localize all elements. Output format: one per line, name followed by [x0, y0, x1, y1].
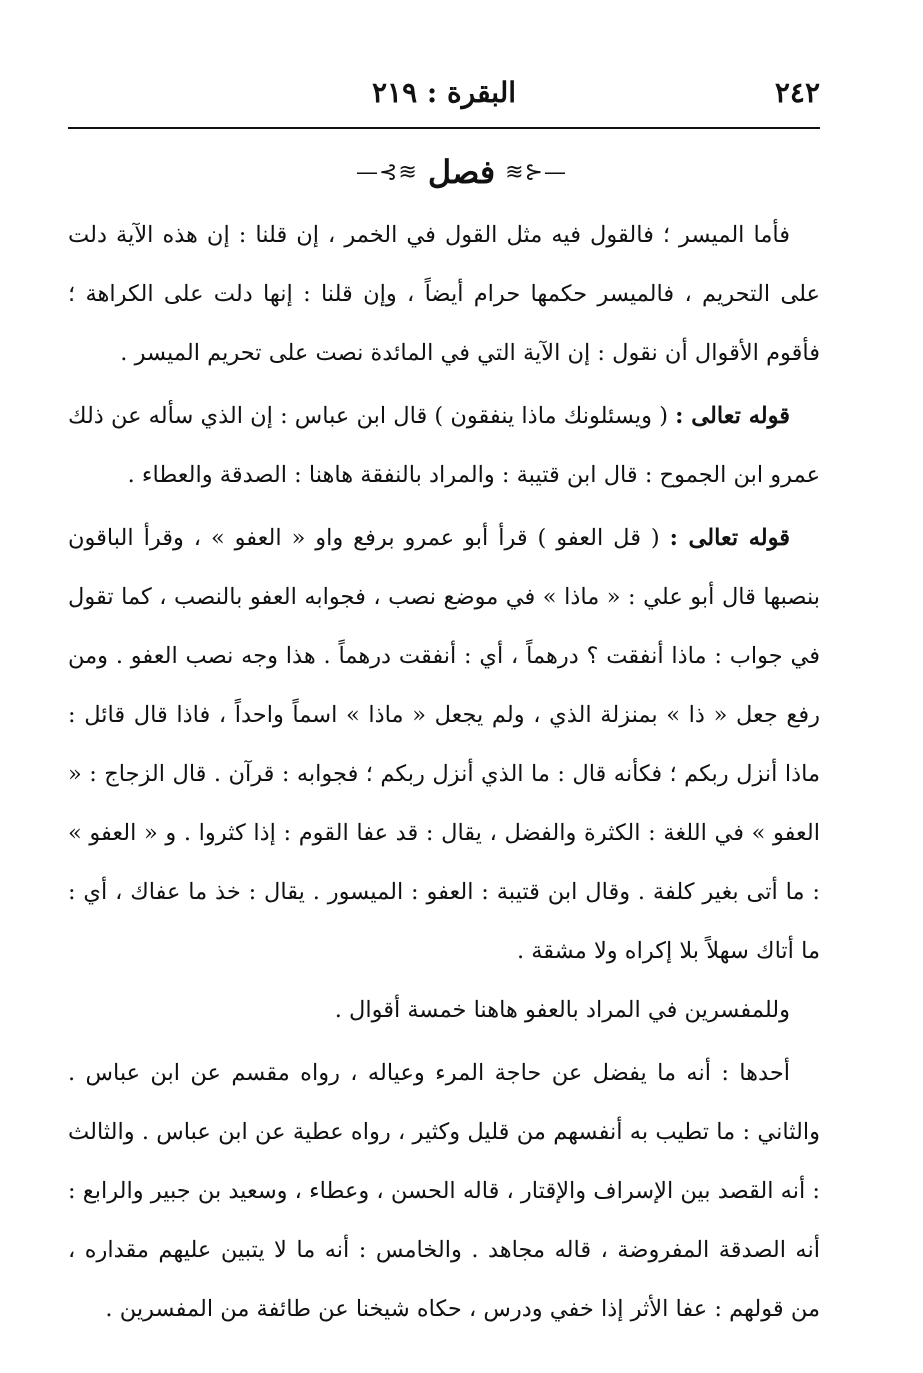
- paragraph-lead: قوله تعالى :: [669, 525, 790, 551]
- page-header: [68, 70, 820, 120]
- paragraph-text: أحدها : أنه ما يفضل عن حاجة المرء وعياله ، رواه مقسم عن ابن عباس . والثاني : ما تطيب به أنفسهم من قليل وكثير ، رواه عطية عن ابن عباس . والثالث : أنه القصد بين الإسراف والإقتار ، قاله الحسن ، وعطاء ، وسعيد بن جبير والرابع : أنه الصدقة المفروضة ، قاله مجاهد . والخامس : أنه ما لا يتبين عليهم مقداره ، من قولهم : عفا الأثر إذا خفي ودرس ، حكاه شيخنا عن طائفة من المفسرين .: [68, 1060, 820, 1322]
- section-heading-text: فصل: [427, 153, 496, 191]
- paragraph-verse-qul-al-afw: [68, 509, 820, 981]
- surah-verse-reference: البقرة : ٢١٩: [372, 76, 516, 109]
- paragraph-text: فأما الميسر ؛ فالقول فيه مثل القول في الخمر ، إن قلنا : إن هذه الآية دلت على التحريم ، فالميسر حكمها حرام أيضاً ، وإن قلنا : إنها دلت على الكراهة ؛ فأقوم الأقوال أن نقول : إن الآية التي في المائدة نصت على تحريم الميسر .: [68, 222, 820, 366]
- paragraph-five-opinions: [68, 981, 820, 1040]
- paragraph-lead: قوله تعالى :: [675, 403, 790, 429]
- header-divider: [68, 127, 820, 129]
- paragraph-verse-yasalunaka: [68, 387, 820, 505]
- paragraph-maysir: [68, 206, 820, 383]
- paragraph-opinions-list: [68, 1044, 820, 1339]
- ornament-right-icon: —⊰≋: [505, 159, 568, 185]
- section-heading: [0, 150, 923, 194]
- page-number: ٢٤٢: [774, 76, 820, 109]
- paragraph-text: ( قل العفو ) قرأ أبو عمرو برفع واو « العفو » ، وقرأ الباقون بنصبها قال أبو علي : « ماذا » في موضع نصب ، فجوابه العفو بالنصب ، كما تقول في جواب : ماذا أنفقت ؟ درهماً ، أي : أنفقت درهماً . هذا وجه نصب العفو . ومن رفع جعل « ذا » بمنزلة الذي ، ولم يجعل « ماذا » اسماً واحداً ، فاذا قال قائل : ماذا أنزل ربكم ؛ فكأنه قال : ما الذي أنزل ربكم ؛ فجوابه : قرآن . قال الزجاج : « العفو » في اللغة : الكثرة والفضل ، يقال : قد عفا القوم : إذا كثروا . و « العفو » : ما أتى بغير كلفة . وقال ابن قتيبة : العفو : الميسور . يقال : خذ ما عفاك ، أي : ما أتاك سهلاً بلا إكراه ولا مشقة .: [68, 525, 820, 964]
- paragraph-text: وللمفسرين في المراد بالعفو هاهنا خمسة أقوال .: [334, 997, 790, 1023]
- page-body: [68, 206, 820, 1339]
- ornament-left-icon: ≋⊱—: [355, 159, 418, 185]
- paragraph-text: ( ويسئلونك ماذا ينفقون ) قال ابن عباس : إن الذي سأله عن ذلك عمرو ابن الجموح : قال ابن قتيبة : والمراد بالنفقة هاهنا : الصدقة والعطاء .: [67, 403, 820, 488]
